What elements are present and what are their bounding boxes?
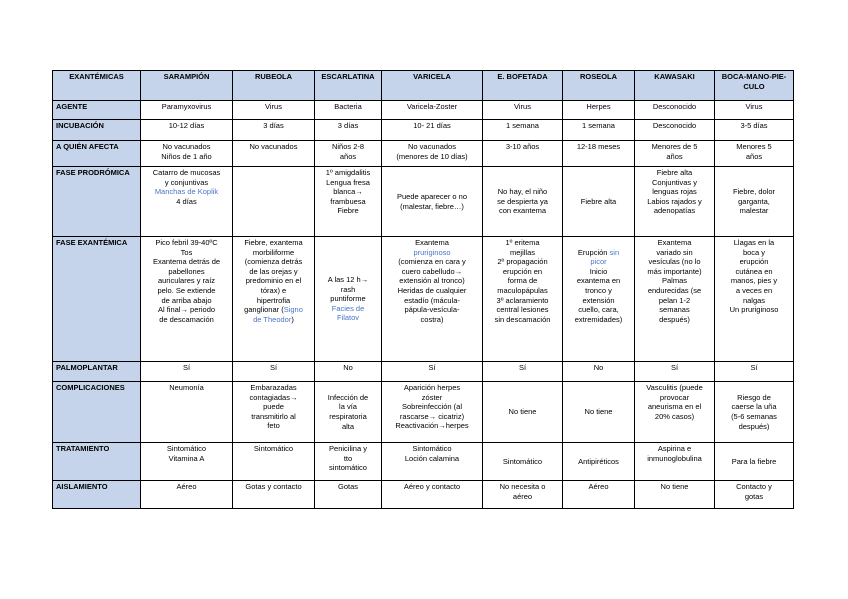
table-cell: Llagas en la boca y erupción cutánea en manos, pies y a veces en nalgas Un pruriginoso [715, 237, 794, 362]
header-cell-roseola: ROSEOLA [563, 71, 635, 101]
row-label-fase-prodromica: FASE PRODRÓMICA [53, 167, 141, 237]
row-label-fase-exantematica: FASE EXANTÉMICA [53, 237, 141, 362]
cell-text: ) [291, 314, 294, 324]
theodor-highlight: Signo de Theodor [253, 305, 303, 324]
header-row [53, 71, 794, 101]
header-cell-rubeola: RUBEOLA [233, 71, 315, 101]
table-cell: Neumonía [141, 382, 233, 443]
row-label-aislamiento: AISLAMIENTO [53, 481, 141, 509]
table-cell: No tiene [483, 382, 563, 443]
table-cell: Infección de la vía respiratoria alta [315, 382, 382, 443]
table-cell: Varicela-Zoster [382, 101, 483, 120]
table-cell: Sintomático Vitamina A [141, 443, 233, 481]
row-fase-prodromica [53, 167, 794, 237]
table-cell: Aéreo [141, 481, 233, 509]
exantematicas-table [52, 70, 794, 509]
table-cell: Virus [715, 101, 794, 120]
table-cell: Fiebre alta Conjuntivas y lenguas rojas Labios rajados y adenopatías [635, 167, 715, 237]
table-cell: 12-18 meses [563, 141, 635, 167]
table-cell: Virus [483, 101, 563, 120]
table-cell: Aspirina e inmunoglobulina [635, 443, 715, 481]
table-cell: Contacto y gotas [715, 481, 794, 509]
table-cell: No tiene [635, 481, 715, 509]
table-cell: 1 semana [563, 120, 635, 141]
header-cell-varicela: VARICELA [382, 71, 483, 101]
table-cell: 10- 21 días [382, 120, 483, 141]
row-complicaciones [53, 382, 794, 443]
row-fase-exantematica [53, 237, 794, 362]
table-cell: 1º amigdalitis Lengua fresa blanca→ frambuesa Fiebre [315, 167, 382, 237]
table-cell: Bacteria [315, 101, 382, 120]
table-cell: Aéreo y contacto [382, 481, 483, 509]
table-cell: Gotas [315, 481, 382, 509]
table-cell: Sí [233, 362, 315, 382]
cell-text: Erupción [577, 247, 610, 257]
table-cell: Aparición herpes zóster Sobreinfección (al rascarse→ cicatriz) Reactivación→herpes [382, 382, 483, 443]
table-cell: Sí [483, 362, 563, 382]
table-cell: 10-12 días [141, 120, 233, 141]
table-cell: No hay, el niño se despierta ya con exantema [483, 167, 563, 237]
table-cell: 3-5 días [715, 120, 794, 141]
row-label-agente: AGENTE [53, 101, 141, 120]
table-cell: Sintomático Loción calamina [382, 443, 483, 481]
header-cell-kawasaki: KAWASAKI [635, 71, 715, 101]
row-aislamiento [53, 481, 794, 509]
table-cell: Aéreo [563, 481, 635, 509]
table-cell: No [315, 362, 382, 382]
table-cell: Fiebre alta [563, 167, 635, 237]
table-cell: Menores 5 años [715, 141, 794, 167]
pruriginoso-highlight: pruriginoso [413, 247, 451, 257]
table-cell: No tiene [563, 382, 635, 443]
header-cell-boca-mano-pie: BOCA-MANO-PIE- CULO [715, 71, 794, 101]
row-label-incubacion: INCUBACIÓN [53, 120, 141, 141]
cell-text: Fiebre, exantema morbiliforme (comienza detrás de las orejas y predominio en el tórax) e hipertrofia ganglionar ( [244, 238, 303, 315]
table-cell [315, 237, 382, 362]
table-cell: Menores de 5 años [635, 141, 715, 167]
cell-text: (comienza en cara y cuero cabelludo→ extensión al tronco) Heridas de cualquier estadío (mácula- pápula-vesícula- costra) [397, 257, 467, 324]
table-cell: Desconocido [635, 101, 715, 120]
table-cell: Fiebre, dolor garganta, malestar [715, 167, 794, 237]
table-cell: Puede aparecer o no (malestar, fiebre…) [382, 167, 483, 237]
row-palmoplantar [53, 362, 794, 382]
table-cell [141, 167, 233, 237]
table-cell: Sí [382, 362, 483, 382]
table-cell: Embarazadas contagiadas→ puede transmitirlo al feto [233, 382, 315, 443]
table-cell [233, 167, 315, 237]
table-cell: Penicilina y tto sintomático [315, 443, 382, 481]
table-cell: 1º eritema mejillas 2º propagación erupción en forma de maculopápulas 3º aclaramiento central lesiones sin descamación [483, 237, 563, 362]
cell-text: Exantema [415, 238, 449, 247]
table-cell: Riesgo de caerse la uña (5-6 semanas después) [715, 382, 794, 443]
table-cell: No vacunados [233, 141, 315, 167]
row-label-palmoplantar: PALMOPLANTAR [53, 362, 141, 382]
table-cell: Sintomático [233, 443, 315, 481]
cell-text: 4 días [176, 196, 197, 206]
header-cell-bofetada: E. BOFETADA [483, 71, 563, 101]
cell-text: Catarro de mucosas y conjuntivas [152, 168, 221, 187]
row-label-quien-afecta: A QUIÉN AFECTA [53, 141, 141, 167]
table-cell: No necesita o aéreo [483, 481, 563, 509]
table-cell: 3 días [315, 120, 382, 141]
row-tratamiento [53, 443, 794, 481]
cell-text: Inicio exantema en tronco y extensión cuello, cara, extremidades) [574, 266, 623, 324]
table-cell: Sí [635, 362, 715, 382]
table-cell: Virus [233, 101, 315, 120]
table-cell: Exantema variado sin vesículas (no lo más importante) Palmas endurecidas (se pelan 1-2 semanas después) [635, 237, 715, 362]
sin-picor-highlight: sin picor [590, 247, 620, 267]
table-cell: Sí [141, 362, 233, 382]
header-cell-exantemicas: EXANTÉMICAS [53, 71, 141, 101]
table-cell [382, 237, 483, 362]
table-cell: Para la fiebre [715, 443, 794, 481]
row-incubacion [53, 120, 794, 141]
table-cell: Sintomático [483, 443, 563, 481]
table-cell: Gotas y contacto [233, 481, 315, 509]
table-cell: Herpes [563, 101, 635, 120]
table-cell [233, 237, 315, 362]
table-cell: No [563, 362, 635, 382]
filatov-highlight: Facies de Filatov [331, 303, 365, 323]
table-cell: 3 días [233, 120, 315, 141]
table-cell: No vacunados (menores de 10 días) [382, 141, 483, 167]
table-cell: 1 semana [483, 120, 563, 141]
header-cell-escarlatina: ESCARLATINA [315, 71, 382, 101]
table-cell: Vasculitis (puede provocar aneurisma en el 20% casos) [635, 382, 715, 443]
row-label-tratamiento: TRATAMIENTO [53, 443, 141, 481]
table-cell: Desconocido [635, 120, 715, 141]
table-cell: Sí [715, 362, 794, 382]
table-cell: No vacunados Niños de 1 año [141, 141, 233, 167]
table-cell: Pico febril 39-40ºC Tos Exantema detrás de pabellones auriculares y raíz pelo. Se extiende de arriba abajo Al final→ periodo de descamación [141, 237, 233, 362]
row-label-complicaciones: COMPLICACIONES [53, 382, 141, 443]
koplik-highlight: Manchas de Koplik [154, 187, 219, 197]
table-cell: Niños 2-8 años [315, 141, 382, 167]
cell-text: A las 12 h→ rash puntiforme [327, 275, 369, 304]
table-cell: Paramyxovirus [141, 101, 233, 120]
header-cell-sarampion: SARAMPIÓN [141, 71, 233, 101]
row-quien-afecta [53, 141, 794, 167]
row-agente [53, 101, 794, 120]
table-cell: Antipiréticos [563, 443, 635, 481]
table-cell [563, 237, 635, 362]
table-cell: 3-10 años [483, 141, 563, 167]
